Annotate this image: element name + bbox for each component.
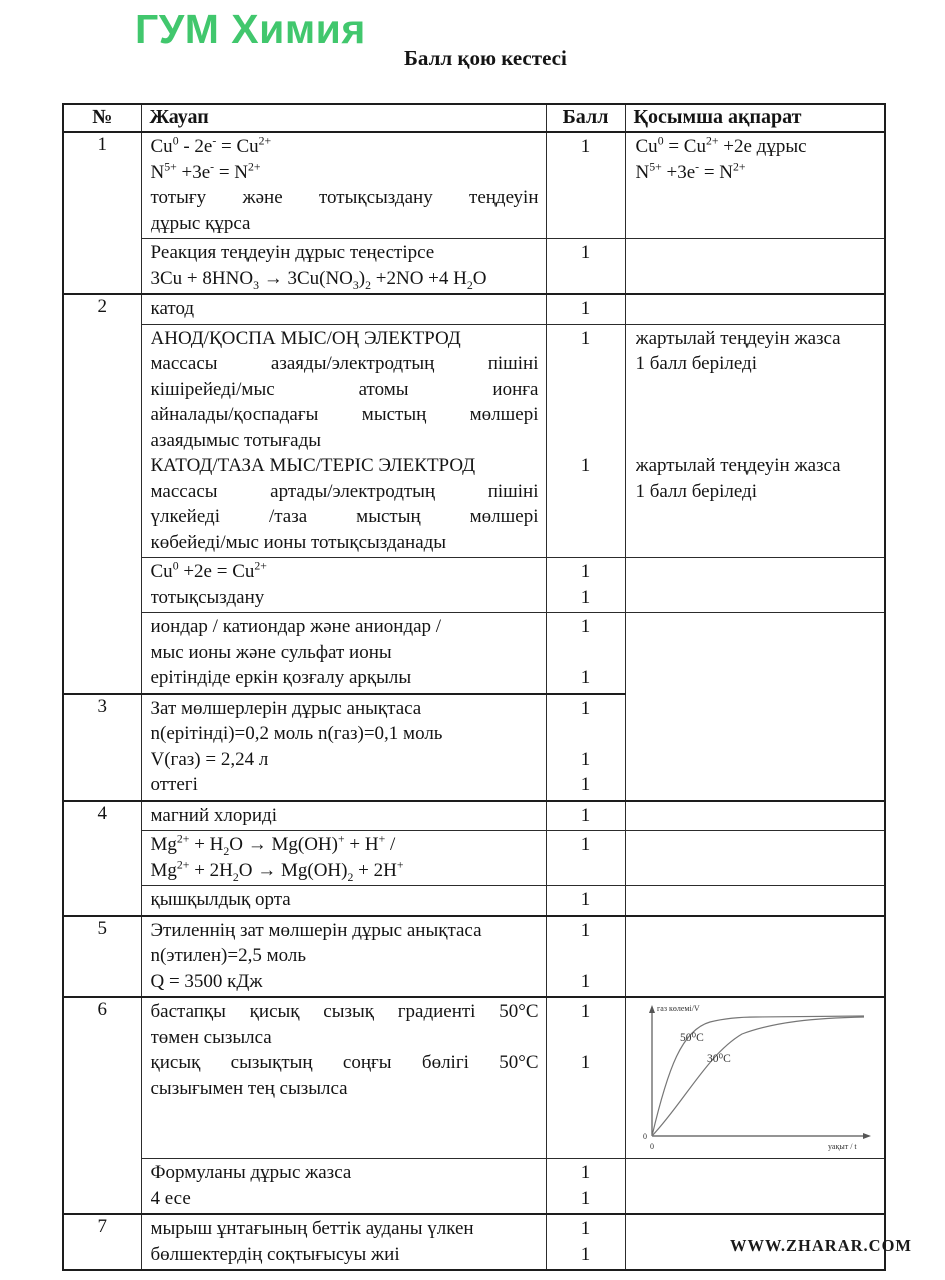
score-value: 1 [580,298,591,319]
row-number-cell: 2 [63,294,141,694]
score-value [547,1025,625,1051]
answer-cell [141,1159,546,1215]
curve-label-50: 50⁰C [679,1032,704,1044]
extra-line [636,504,879,530]
score-value [547,943,625,969]
score-value [547,351,625,377]
answer-line: иондар / катиондар және аниондар / [150,616,442,637]
extra-line: жартылай теңдеуін жазса [635,327,841,349]
score-value: 1 [580,919,591,941]
table-row [63,132,885,239]
row-number-cell: 5 [63,916,141,998]
score-value [547,479,625,505]
scoring-table [62,103,886,1271]
graph-cell [625,997,885,1159]
curve-label-30: 30⁰C [706,1053,731,1065]
column-header-3: Қосымша ақпарат [625,104,885,132]
brand-logo: ГУМ Химия [135,6,366,52]
extra-info-cell [625,294,885,324]
answer-cell [141,694,546,801]
score-value: 1 [580,561,591,582]
column-header-2: Балл [546,104,625,132]
extra-info-cell [625,801,885,831]
table-row [63,294,885,324]
extra-line [636,402,879,428]
row-number-cell: 4 [63,801,141,916]
extra-info-cell [625,324,885,558]
answer-line: V(газ) = 2,24 л [150,748,269,770]
score-value [547,721,625,747]
score-value: 1 [580,748,591,770]
score-value [547,858,625,884]
score-cell [546,558,625,613]
score-value: 1 [580,697,591,719]
column-header-0: № [63,104,141,132]
score-cell [546,239,625,295]
row-number-cell: 7 [63,1214,141,1270]
table-row [63,916,885,998]
score-value: 1 [580,889,591,910]
score-value [547,402,625,428]
score-value: 1 [580,327,591,349]
extra-info-cell [625,132,885,239]
answer-line: Зат мөлшерлерін дұрыс анықтаса [150,697,422,719]
table-header-row [63,104,885,132]
answer-line: $3Cu + 8HNO_3 \to 3Cu(NO_3)_2 +2NO +4$ $H_2O$ [150,267,487,291]
score-value [547,160,625,186]
graph-xlabel: уақыт / t [827,1142,857,1151]
score-cell [546,1159,625,1215]
extra-info-cell [625,558,885,613]
score-value [547,377,625,403]
score-value: 1 [580,970,591,992]
extra-line: жартылай теңдеуін жазса [635,455,841,476]
answer-line: Этиленнің зат мөлшерін дұрыс анықтаса [150,919,482,941]
answer-line: төмен сызылса [150,1026,272,1048]
table-row [63,239,885,295]
extra-info-cell [625,1159,885,1215]
score-value: 1 [580,586,591,608]
answer-line: Реакция теңдеуін дұрыс теңестірсе [150,242,435,263]
answer-cell [141,613,546,694]
score-value: 1 [580,667,591,688]
answer-cell [141,886,546,916]
answer-line: тотықсыздану [150,586,265,608]
answer-line: Формуланы дұрыс жазса [150,1162,352,1183]
table-row [63,886,885,916]
row-number-cell: 3 [63,694,141,801]
answer-line: катод [150,298,195,319]
score-value: 1 [580,804,591,826]
answer-cell [141,558,546,613]
answer-cell [141,831,546,886]
extra-line [636,428,879,454]
score-value: 1 [580,1052,591,1073]
row-number-cell: 6 [63,997,141,1214]
answer-line: кішірейеді/мыс атомы ионға [150,378,539,400]
score-value: 1 [580,834,591,855]
answer-cell [141,1214,546,1270]
answer-line: $Cu^0 +2e = Cu^{2+}$ [150,559,267,582]
answer-line: $Mg^{2+} + 2H_2O \to Mg(OH)_2 + 2H^+$ [150,858,404,883]
table-row [63,801,885,831]
graph-ylabel: газ көлемі/V [656,1004,700,1013]
score-cell [546,324,625,558]
table-row [63,558,885,613]
score-cell [546,694,625,801]
score-cell [546,132,625,239]
score-value: 1 [580,242,591,263]
score-value [547,1076,625,1102]
column-header-1: Жауап [141,104,546,132]
answer-line: $Cu^0 - 2e^- = Cu^{2+}$ [150,134,272,157]
answer-cell [141,294,546,324]
score-value [547,266,625,292]
answer-line: бастапқы қисық сызық градиенті 50°C [150,1001,539,1022]
extra-info-cell [625,916,885,998]
answer-line: $Mg^{2+} + H_2O \to Mg(OH)^+ + H^+$ / [150,832,396,858]
answer-cell [141,997,546,1159]
table-caption: Балл қою кестесі [404,46,567,70]
answer-cell [141,801,546,831]
answer-line: $N^{5+} +3e^- = N^{2+}$ [150,160,261,183]
score-cell [546,886,625,916]
answer-line: үлкейеді /таза мыстың мөлшері [150,506,539,527]
answer-line: көбейеді/мыс ионы тотықсызданады [150,531,447,553]
score-value [547,428,625,454]
answer-line: оттегі [150,774,198,795]
extra-info-cell [625,613,885,801]
rate-graph [630,1000,880,1152]
answer-line: бөлшектердің соқтығысуы жиі [150,1243,400,1265]
watermark: WWW.ZHARAR.COM [729,1236,912,1255]
score-cell [546,916,625,998]
extra-info-cell [625,831,885,886]
extra-line: $Cu^0 = Cu^{2+} +2e$ дұрыс [635,134,807,157]
score-value: 1 [580,1243,591,1265]
graph-origin-y: 0 [642,1132,647,1141]
extra-info-cell [625,886,885,916]
x-axis-arrow-icon [863,1133,871,1139]
answer-line: массасы артады/электродтың пішіні [150,480,539,502]
page-header [0,0,945,103]
score-value: 1 [580,616,591,637]
answer-line: массасы азаяды/электродтың пішіні [150,353,539,374]
answer-line: айналады/қоспадағы мыстың мөлшері [150,404,539,425]
score-cell [546,997,625,1159]
score-value [547,530,625,556]
score-cell [546,294,625,324]
score-value: 1 [580,1187,591,1209]
score-value: 1 [580,774,591,795]
table-row [63,831,885,886]
score-value [547,640,625,666]
extra-line: $N^{5+} +3e^- = N^{2+}$ [635,160,746,183]
answer-line: 4 есе [150,1187,191,1209]
answer-line: магний хлориді [150,804,277,826]
score-value: 1 [580,1162,591,1183]
score-value [547,185,625,211]
answer-line: қисық сызықтың соңғы бөлігі 50°C [150,1052,539,1073]
score-cell [546,801,625,831]
answer-line: АНОД/ҚОСПА МЫС/ОҢ ЭЛЕКТРОД [150,327,461,349]
table-row [63,997,885,1159]
answer-line: n(ерітінді)=0,2 моль n(газ)=0,1 моль [150,723,443,744]
score-value: 1 [580,136,591,157]
answer-line: азаядымыс тотығады [150,429,322,451]
table-row [63,613,885,694]
y-axis-arrow-icon [649,1005,655,1013]
answer-line: сызығымен тең сызылса [150,1077,348,1099]
score-value [547,504,625,530]
score-value [547,211,625,237]
extra-line: 1 балл беріледі [635,353,757,374]
score-value: 1 [580,1001,591,1022]
graph-origin-x: 0 [649,1142,654,1151]
score-value: 1 [580,1218,591,1239]
answer-cell [141,324,546,558]
extra-info-cell [625,239,885,295]
score-value: 1 [580,455,591,476]
answer-line: Q = 3500 кДж [150,970,263,992]
extra-line [636,377,879,403]
answer-line: мыс ионы және сульфат ионы [150,641,392,663]
answer-line: тотығу және тотықсыздану теңдеуін [150,187,539,208]
table-row [63,324,885,558]
answer-cell [141,239,546,295]
answer-line: КАТОД/ТАЗА МЫС/ТЕРІС ЭЛЕКТРОД [150,455,476,476]
table-row [63,1159,885,1215]
answer-cell [141,132,546,239]
answer-cell [141,916,546,998]
answer-line: мырыш ұнтағының беттік ауданы үлкен [150,1218,474,1239]
extra-line [636,530,879,556]
answer-line: қышқылдық орта [150,889,291,910]
answer-line: ерітіндіде еркін қозғалу арқылы [150,667,412,688]
answer-line: дұрыс құрса [150,212,251,234]
row-number-cell: 1 [63,132,141,294]
score-cell [546,1214,625,1270]
extra-line: 1 балл беріледі [635,480,757,502]
score-cell [546,831,625,886]
score-cell [546,613,625,694]
answer-line: n(этилен)=2,5 моль [150,945,306,966]
